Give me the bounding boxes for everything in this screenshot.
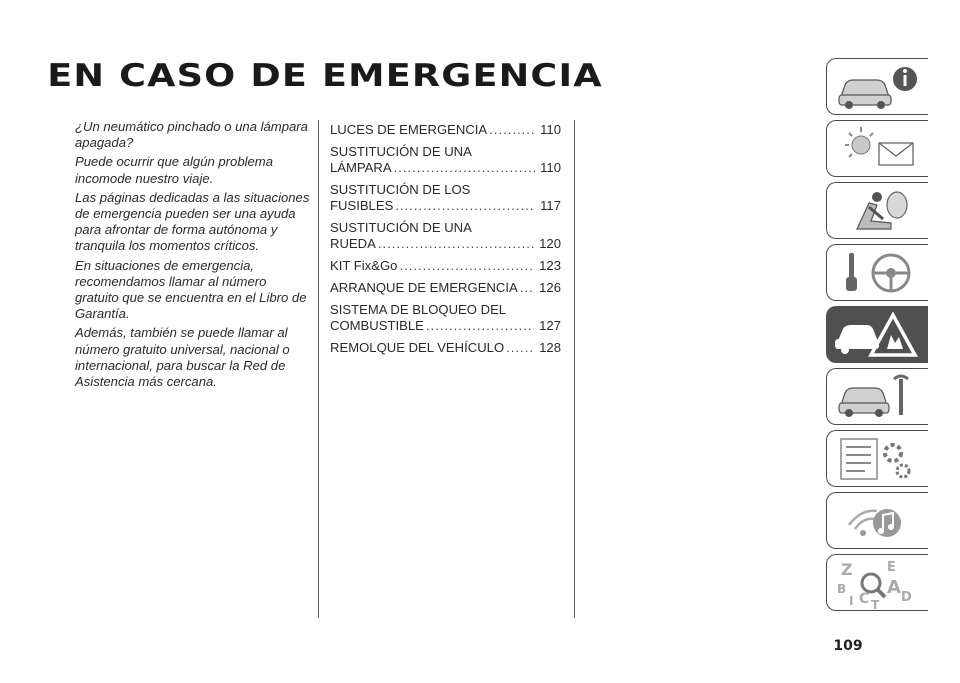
index-letter: I <box>849 594 854 608</box>
car-info-icon <box>831 61 925 113</box>
intro-paragraph: Las páginas dedicadas a las situaciones de emergencia pueden ser una ayuda para afrontar de forma autónoma y tranquila los momentos críticos. <box>75 189 310 254</box>
table-of-contents <box>330 122 561 362</box>
key-steering-wheel-icon <box>831 247 925 299</box>
page-title: EN CASO DE EMERGENCIA <box>47 58 603 94</box>
toc-entry[interactable] <box>330 220 561 252</box>
column-divider <box>318 120 319 618</box>
chapter-tab-car-info[interactable] <box>826 58 928 115</box>
index-letter: E <box>887 560 896 575</box>
toc-entry[interactable] <box>330 280 561 296</box>
toc-leader <box>489 122 535 138</box>
intro-paragraph: En situaciones de emergencia, recomendamos llamar al número gratuito que se encuentra en el Libro de Garantía. <box>75 257 307 322</box>
index-letter: D <box>901 590 912 605</box>
car-breakdown-warning-icon <box>831 309 925 361</box>
seat-airbag-icon <box>831 185 925 237</box>
toc-page: 110 <box>540 160 561 175</box>
toc-leader <box>378 236 534 252</box>
toc-title: REMOLQUE DEL VEHÍCULO <box>330 340 505 355</box>
index-letter: C <box>859 591 870 607</box>
chapter-tab-index[interactable] <box>826 554 928 611</box>
toc-leader <box>395 198 535 214</box>
toc-title: SISTEMA DE BLOQUEO DEL <box>330 302 507 317</box>
toc-leader <box>399 258 534 274</box>
toc-title: SUSTITUCIÓN DE UNA <box>330 144 472 159</box>
chapter-tab-emergency[interactable] <box>826 306 928 363</box>
intro-paragraph: Puede ocurrir que algún problema incomode nuestro viaje. <box>75 154 273 186</box>
toc-leader <box>426 318 534 334</box>
car-maintenance-icon <box>831 371 925 423</box>
chapter-tab-warning-lights[interactable] <box>826 120 928 177</box>
toc-entry[interactable] <box>330 144 561 176</box>
toc-entry[interactable] <box>330 302 561 334</box>
toc-page: 117 <box>540 198 561 213</box>
toc-title: SUSTITUCIÓN DE UNA <box>330 220 472 235</box>
toc-entry[interactable] <box>330 340 561 356</box>
alphabetical-index-icon <box>831 557 925 609</box>
page-number: 109 <box>833 638 863 654</box>
toc-page: 120 <box>539 236 561 251</box>
chapter-tab-safety[interactable] <box>826 182 928 239</box>
index-letter: B <box>837 582 847 596</box>
toc-title: COMBUSTIBLE <box>330 318 424 333</box>
toc-page: 127 <box>539 318 561 333</box>
toc-entry[interactable] <box>330 258 561 274</box>
index-letter: A <box>887 577 901 598</box>
toc-title: KIT Fix&Go <box>330 258 398 273</box>
toc-entry[interactable] <box>330 122 561 138</box>
intro-paragraph: Además, también se puede llamar al número gratuito universal, nacional o internacional, para buscar la Red de Asistencia más cercana. <box>75 325 290 390</box>
toc-page: 110 <box>540 122 561 137</box>
toc-title: RUEDA <box>330 236 376 251</box>
multimedia-icon <box>831 495 925 547</box>
toc-page: 126 <box>539 280 561 295</box>
column-divider <box>574 120 575 618</box>
technical-data-icon <box>831 433 925 485</box>
intro-paragraph: ¿Un neumático pinchado o una lámpara apagada? <box>75 119 308 151</box>
warning-lights-message-icon <box>831 123 925 175</box>
chapter-tab-technical-data[interactable] <box>826 430 928 487</box>
toc-title: ARRANQUE DE EMERGENCIA <box>330 280 518 295</box>
toc-leader <box>394 160 536 176</box>
chapter-tab-multimedia[interactable] <box>826 492 928 549</box>
toc-title: FUSIBLES <box>330 198 394 213</box>
toc-page: 128 <box>539 340 561 355</box>
toc-title: SUSTITUCIÓN DE LOS <box>330 182 471 197</box>
chapter-tab-maintenance[interactable] <box>826 368 928 425</box>
toc-leader <box>506 340 534 356</box>
index-letter: Z <box>841 560 853 579</box>
toc-title: LÁMPARA <box>330 160 392 175</box>
chapter-tab-starting-driving[interactable] <box>826 244 928 301</box>
toc-leader <box>520 280 534 296</box>
toc-entry[interactable] <box>330 182 561 214</box>
toc-page: 123 <box>539 258 561 273</box>
intro-text <box>75 119 310 393</box>
toc-title: LUCES DE EMERGENCIA <box>330 122 488 137</box>
index-letter: T <box>871 598 880 609</box>
